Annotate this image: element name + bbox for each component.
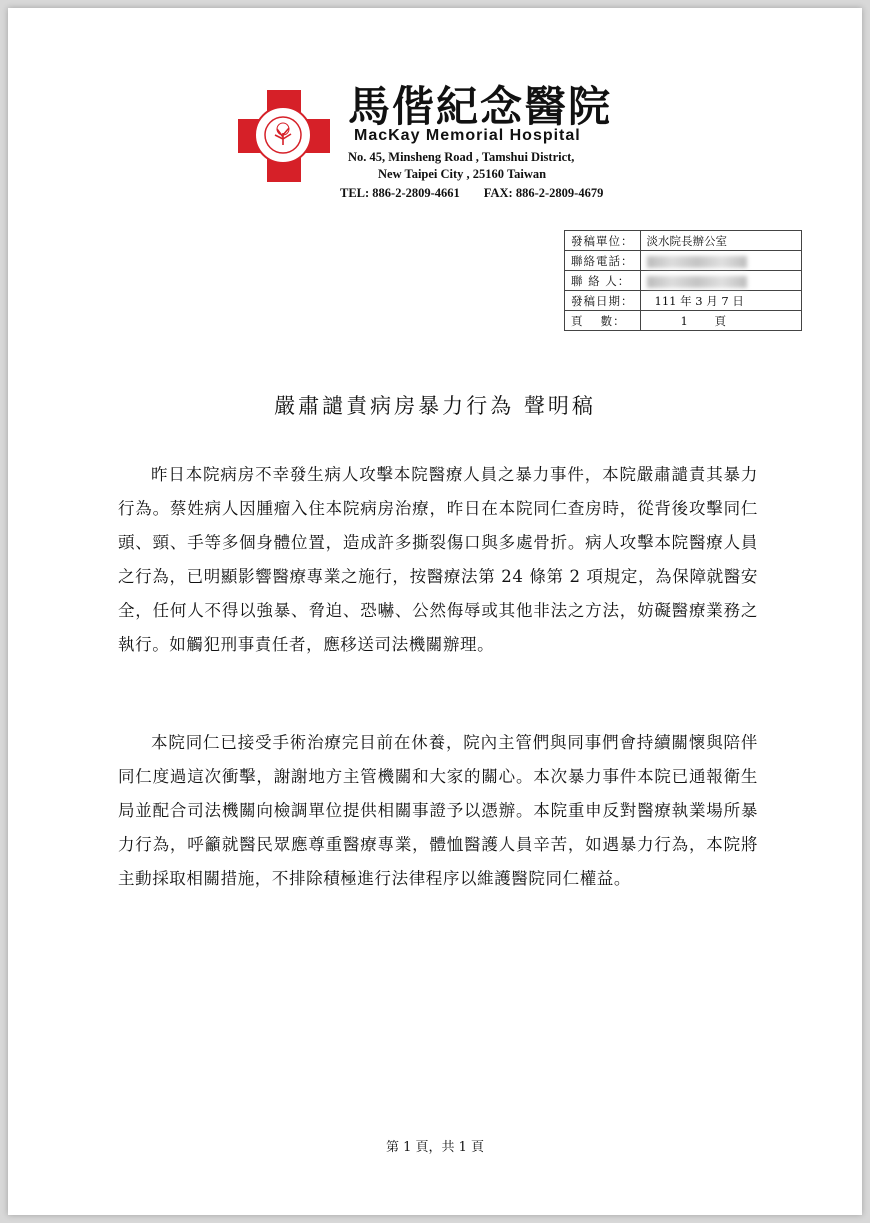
info-value: 淡水院長辦公室	[640, 231, 801, 251]
info-row	[565, 291, 802, 311]
info-row	[565, 251, 802, 271]
hospital-logo	[238, 90, 330, 182]
release-info-table	[564, 230, 802, 331]
page-footer: 第 1 頁，共 1 頁	[385, 1140, 485, 1155]
info-value-redacted	[640, 271, 801, 291]
fax: FAX: 886-2-2809-4679	[483, 186, 604, 200]
info-row	[565, 271, 802, 291]
info-label: 聯絡電話：	[565, 251, 641, 271]
info-row	[565, 231, 802, 251]
info-value-redacted	[640, 251, 801, 271]
address-line1: No. 45, Minsheng Road , Tamshui District,	[348, 150, 575, 164]
seal-icon	[254, 106, 312, 164]
document-title: 嚴肅譴責病房暴力行為 聲明稿	[274, 394, 596, 418]
paragraph-2: 本院同仁已接受手術治療完目前在休養，院內主管們與同事們會持續關懷與陪伴同仁度過這次衝擊，謝謝地方主管機關和大家的關心。本次暴力事件本院已通報衛生局並配合司法機關向檢調單位提供相關事證予以憑辦。本院重申反對醫療執業場所暴力行為，呼籲就醫民眾應尊重醫療專業，體恤醫護人員辛苦，如遇暴力行為，本院將主動採取相關措施，不排除積極進行法律程序以維護醫院同仁權益。	[118, 733, 758, 888]
info-label: 發稿日期：	[565, 291, 641, 311]
info-label: 發稿單位：	[565, 231, 641, 251]
hospital-name-cn: 馬偕紀念醫院	[348, 82, 613, 131]
contact-line	[340, 186, 627, 201]
paragraph-1: 昨日本院病房不幸發生病人攻擊本院醫療人員之暴力事件，本院嚴肅譴責其暴力行為。蔡姓病人因腫瘤入住本院病房治療，昨日在本院同仁查房時，從背後攻擊同仁頭、頸、手等多個身體位置，造成許多撕裂傷口與多處骨折。病人攻擊本院醫療人員之行為，已明顯影響醫療專業之施行，按醫療法第 24 條第 2 項規定，為保障就醫安全，任何人不得以強暴、脅迫、恐嚇、公然侮辱或其他非法之方法，妨礙醫療業務之執行。如觸犯刑事責任者，應移送司法機關辦理。	[118, 465, 758, 654]
info-value: 1 頁	[640, 311, 801, 331]
address-line2: New Taipei City , 25160 Taiwan	[378, 167, 547, 181]
info-row	[565, 311, 802, 331]
tel: TEL: 886-2-2809-4661	[340, 186, 460, 200]
document-page	[8, 8, 862, 1215]
info-label: 頁 數：	[565, 311, 641, 331]
hospital-name-en: MacKay Memorial Hospital	[354, 127, 581, 144]
info-label: 聯 絡 人：	[565, 271, 641, 291]
info-value: 111 年 3 月 7 日	[640, 291, 801, 311]
